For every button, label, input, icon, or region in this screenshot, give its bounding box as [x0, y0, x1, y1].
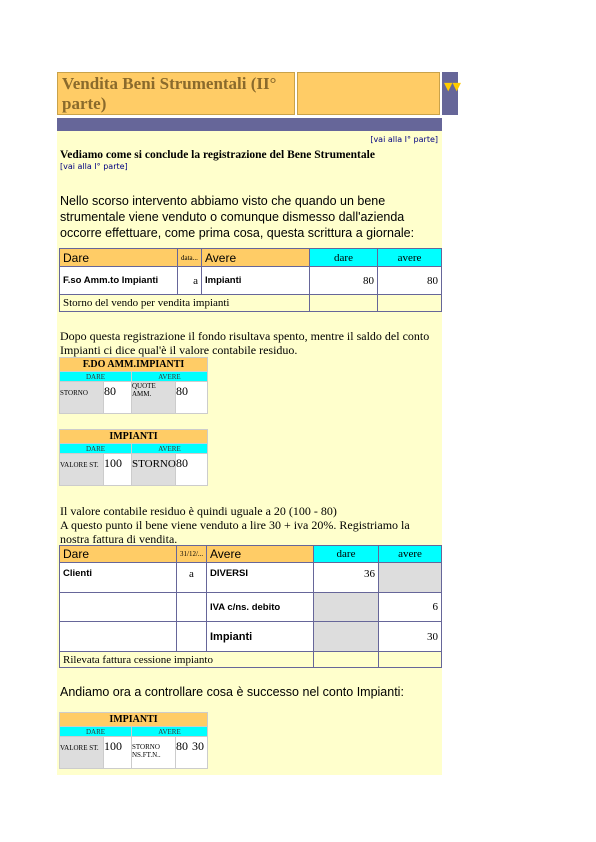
paragraph-3-line-1: Il valore contabile residuo è quindi uguale a 20 (100 - 80) — [60, 504, 337, 518]
empty-cell — [314, 622, 379, 652]
t-left-label: VALORE ST. — [60, 461, 99, 469]
head-date: 31/12/... — [177, 546, 207, 563]
credit-account-impianti: Impianti — [207, 622, 314, 652]
a-marker: a — [178, 267, 202, 295]
empty-cell — [378, 295, 442, 312]
paragraph-4: Andiamo ora a controllare cosa è successo nel conto Impianti: — [60, 685, 404, 699]
t-left-value: 80 — [104, 384, 116, 398]
a-marker: a — [177, 563, 207, 593]
t-title: IMPIANTI — [60, 430, 208, 444]
t-avere: AVERE — [132, 444, 208, 454]
debit-account: Clienti — [60, 563, 177, 593]
amount-avere-iva: 6 — [379, 593, 442, 622]
double-chevron-down-icon: ▼▼ — [444, 80, 461, 93]
t-account-impianti-1 — [59, 429, 208, 486]
amount-avere-impianti: 30 — [379, 622, 442, 652]
empty-cell — [314, 593, 379, 622]
head-avere: Avere — [202, 249, 310, 267]
t-dare: DARE — [60, 372, 132, 382]
link-prev-part-top[interactable]: [vai alla I° parte] — [370, 135, 438, 144]
journal-note: Storno del vendo per vendita impianti — [60, 295, 310, 312]
article-body — [57, 131, 442, 775]
separator-bar — [57, 118, 442, 131]
title-bar — [57, 72, 442, 115]
credit-account: Impianti — [202, 267, 310, 295]
t-right-label: QUOTE AMM. — [132, 382, 156, 398]
empty-cell — [60, 593, 177, 622]
empty-cell — [379, 563, 442, 593]
journal-note: Rilevata fattura cessione impianto — [60, 652, 314, 668]
paragraph-3-line-2: A questo punto il bene viene venduto a lire 30 + iva 20%. Registriamo la nostra fattura di vendita. — [60, 518, 410, 546]
t-title: IMPIANTI — [60, 713, 208, 727]
paragraph-2: Dopo questa registrazione il fondo risultava spento, mentre il saldo del conto Impianti ci dice qual'è il valore contabile residuo. — [60, 329, 430, 357]
col-avere: avere — [379, 546, 442, 563]
t-right-value-2: 30 — [192, 739, 204, 753]
journal-entry-2 — [59, 545, 442, 668]
head-date: data... — [178, 249, 202, 267]
credit-account-iva: IVA c/ns. debito — [207, 593, 314, 622]
t-avere: AVERE — [132, 372, 208, 382]
t-right-label: STORNO NS.FT.N.. — [132, 743, 161, 759]
paragraph-3 — [60, 504, 440, 546]
credit-account-diversi: DIVERSI — [207, 563, 314, 593]
t-right-value-1: 80 — [176, 739, 188, 753]
intro-paragraph: Nello scorso intervento abbiamo visto che quando un bene strumentale viene venduto o comunque dismesso dall'azienda occorre effettuare, come prima cosa, questa scrittura a giornale: — [60, 194, 415, 240]
col-dare: dare — [314, 546, 379, 563]
head-avere: Avere — [207, 546, 314, 563]
t-dare: DARE — [60, 444, 132, 454]
empty-cell — [177, 622, 207, 652]
t-left-value: 100 — [104, 739, 122, 753]
empty-cell — [177, 593, 207, 622]
scroll-down-button[interactable] — [442, 72, 461, 115]
t-left-label: STORNO — [60, 389, 88, 397]
t-avere: AVERE — [132, 727, 208, 737]
empty-cell — [60, 622, 177, 652]
t-left-value: 100 — [104, 456, 122, 470]
lead-heading: Vediamo come si conclude la registrazione del Bene Strumentale — [60, 149, 375, 161]
amount-dare: 80 — [310, 267, 378, 295]
title-cell — [57, 72, 295, 115]
t-dare: DARE — [60, 727, 132, 737]
col-dare: dare — [310, 249, 378, 267]
empty-cell — [379, 652, 442, 668]
col-avere: avere — [378, 249, 442, 267]
t-right-label: STORNO — [132, 458, 176, 470]
empty-cell — [314, 652, 379, 668]
title-filler-cell — [297, 72, 440, 115]
t-account-fondo — [59, 357, 208, 414]
t-account-impianti-2 — [59, 712, 208, 769]
head-dare: Dare — [60, 249, 178, 267]
head-dare: Dare — [60, 546, 177, 563]
amount-avere: 80 — [378, 267, 442, 295]
t-right-value: 80 — [176, 456, 188, 470]
link-prev-part[interactable]: [vai alla I° parte] — [60, 162, 128, 171]
empty-cell — [310, 295, 378, 312]
t-right-value: 80 — [176, 384, 188, 398]
t-left-label: VALORE ST. — [60, 744, 99, 752]
amount-dare-clienti: 36 — [314, 563, 379, 593]
t-title: F.DO AMM.IMPIANTI — [60, 358, 208, 372]
journal-entry-1 — [59, 248, 442, 312]
page-title: Vendita Beni Strumentali (II° parte) — [62, 74, 277, 113]
debit-account: F.so Amm.to Impianti — [60, 267, 178, 295]
